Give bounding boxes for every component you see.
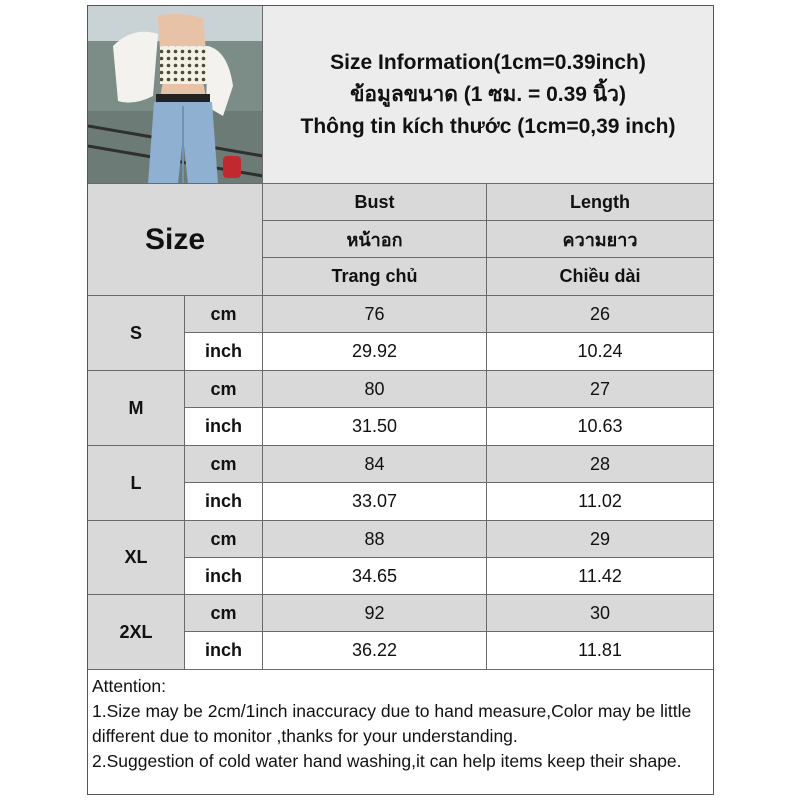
length-value: 29 <box>487 521 713 558</box>
length-value: 11.42 <box>487 558 713 595</box>
bust-value: 88 <box>263 521 487 558</box>
length-value: 11.02 <box>487 483 713 521</box>
bust-value: 76 <box>263 296 487 333</box>
length-value: 28 <box>487 446 713 483</box>
unit-label-inch: inch <box>185 558 263 595</box>
unit-label-inch: inch <box>185 333 263 371</box>
size-label-s: S <box>88 296 185 371</box>
unit-label-cm: cm <box>185 371 263 408</box>
length-value: 11.81 <box>487 632 713 670</box>
attention-heading: Attention: <box>92 676 166 696</box>
size-chart <box>87 5 714 795</box>
unit-label-inch: inch <box>185 632 263 670</box>
length-value: 10.63 <box>487 408 713 446</box>
unit-label-cm: cm <box>185 595 263 632</box>
unit-label-inch: inch <box>185 408 263 446</box>
product-photo <box>88 6 263 184</box>
bust-value: 84 <box>263 446 487 483</box>
bust-header-en: Bust <box>263 184 487 221</box>
length-header-vi: Chiều dài <box>487 258 713 296</box>
size-information-header <box>263 6 713 184</box>
size-information-title-vi: Thông tin kích thước (1cm=0,39 inch) <box>300 114 676 138</box>
length-header-th: ความยาว <box>487 221 713 258</box>
bust-value: 80 <box>263 371 487 408</box>
size-label-2xl: 2XL <box>88 595 185 670</box>
size-label-m: M <box>88 371 185 446</box>
size-label-l: L <box>88 446 185 521</box>
bust-value: 31.50 <box>263 408 487 446</box>
bust-header-vi: Trang chủ <box>263 258 487 296</box>
bust-value: 34.65 <box>263 558 487 595</box>
bust-value: 29.92 <box>263 333 487 371</box>
size-information-title-th: ข้อมูลขนาด (1 ซม. = 0.39 นิ้ว) <box>350 82 626 106</box>
size-information-title-en: Size Information(1cm=0.39inch) <box>330 50 646 74</box>
bust-value: 33.07 <box>263 483 487 521</box>
bust-value: 36.22 <box>263 632 487 670</box>
attention-note-2: 2.Suggestion of cold water hand washing,it can help items keep their shape. <box>92 751 682 771</box>
length-value: 30 <box>487 595 713 632</box>
length-value: 27 <box>487 371 713 408</box>
size-column-header: Size <box>88 184 263 296</box>
unit-label-cm: cm <box>185 446 263 483</box>
unit-label-cm: cm <box>185 296 263 333</box>
length-value: 26 <box>487 296 713 333</box>
size-label-xl: XL <box>88 521 185 595</box>
length-value: 10.24 <box>487 333 713 371</box>
length-header-en: Length <box>487 184 713 221</box>
unit-label-inch: inch <box>185 483 263 521</box>
attention-note-1: 1.Size may be 2cm/1inch inaccuracy due to hand measure,Color may be little different due to monitor ,thanks for your understanding. <box>92 701 692 746</box>
bust-value: 92 <box>263 595 487 632</box>
unit-label-cm: cm <box>185 521 263 558</box>
bust-header-th: หน้าอก <box>263 221 487 258</box>
attention-notes <box>88 670 713 794</box>
product-photo-illustration <box>88 6 263 184</box>
